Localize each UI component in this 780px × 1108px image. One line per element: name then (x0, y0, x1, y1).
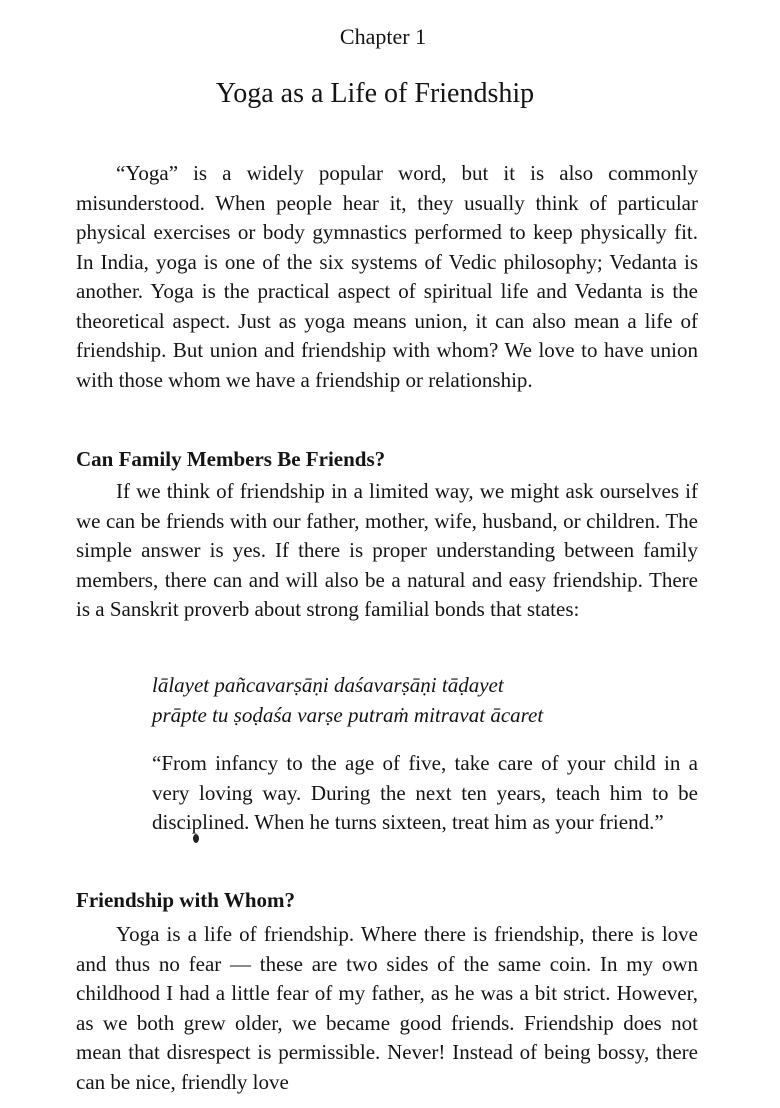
chapter-label: Chapter 1 (339, 24, 427, 49)
section-heading-whom: Friendship with Whom? (76, 888, 295, 912)
print-speck (193, 834, 199, 843)
sanskrit-verse (152, 671, 672, 730)
chapter-title: Yoga as a Life of Friendship (215, 78, 535, 109)
friendship-paragraph: Yoga is a life of friendship. Where there is friendship, there is love and thus no fear — these are two sides of the same coin. In my own childhood I had a little fear of my father, as he was a bit strict. However, as we both grew older, we became good friends. Friendship does not mean that disrespect is permissible. Never! Instead of being bossy, there can be nice, friendly love (76, 922, 698, 1094)
verse-line-1: lālayet pañcavarṣāṇi daśavarṣāṇi tāḍayet (152, 673, 504, 697)
section-heading-family: Can Family Members Be Friends? (76, 447, 386, 471)
verse-line-2: prāpte tu ṣoḍaśa varṣe putraṁ mitravat ācaret (152, 702, 544, 727)
verse-translation: “From infancy to the age of five, take care of your child in a very loving way. During the next ten years, teach him to be disciplined. When he turns sixteen, treat him as your friend.” (152, 751, 698, 834)
intro-paragraph: “Yoga” is a widely popular word, but it is also commonly misunderstood. When people hear it, they usually think of particular physical exercises or body gymnastics performed to keep physically fit. In India, yoga is one of the six systems of Vedic philosophy; Vedanta is another. Yoga is the practical aspect of spiritual life and Vedanta is the theoretical aspect. Just as yoga means union, it can also mean a life of friendship. But union and friendship with whom? We love to have union with those whom we have a friendship or relationship. (76, 161, 698, 392)
family-paragraph: If we think of friendship in a limited way, we might ask ourselves if we can be friends with our father, mother, wife, husband, or children. The simple answer is yes. If there is proper understanding between family members, there can and will also be a natural and easy friendship. There is a Sanskrit proverb about strong familial bonds that states: (76, 479, 698, 621)
